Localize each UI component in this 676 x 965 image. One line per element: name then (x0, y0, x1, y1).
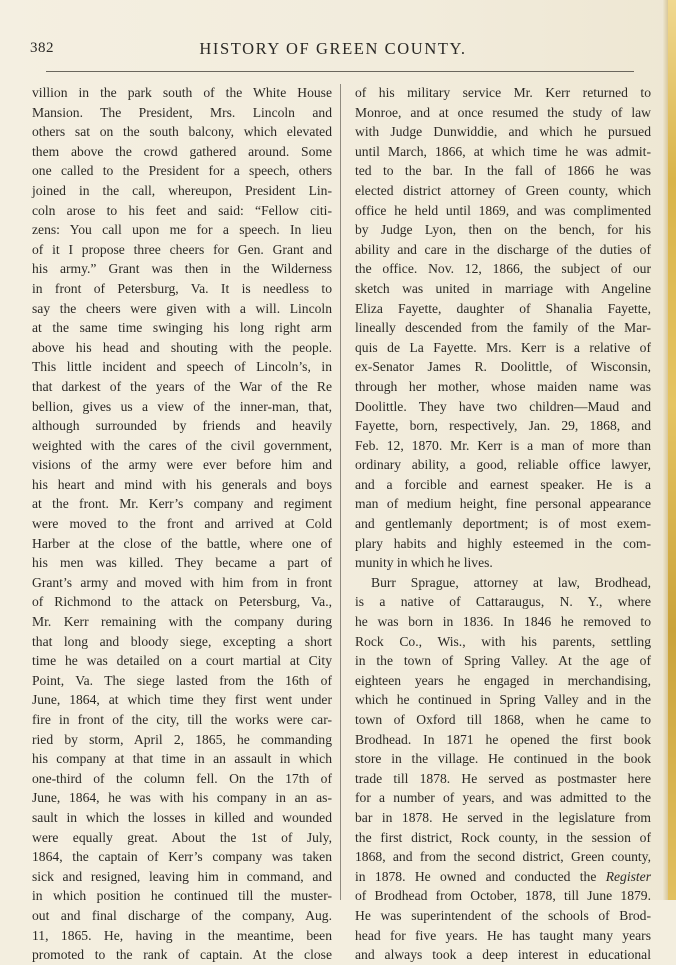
text-line: at the front. Mr. Kerr’s company and regiment (32, 496, 332, 512)
text-line: one called to the President for a speech, others (32, 163, 332, 179)
text-line: plary habits and highly esteemed in the com- (355, 535, 651, 551)
text-line: Burr Sprague, attorney at law, Brodhead, (371, 574, 651, 590)
text-line: were equally great. About the 1st of July, (32, 829, 332, 845)
text-line: Grant’s army and moved with him from in front (32, 574, 332, 590)
text-line: were moved to the front and arrived at Cold (32, 516, 332, 532)
text-line: and always took a deep interest in educational (355, 947, 651, 963)
text-line: ex-Senator James R. Doolittle, of Wisconsin, (355, 359, 651, 375)
text-line: of his military service Mr. Kerr returned to (355, 85, 651, 100)
page-header (30, 40, 636, 62)
text-line: coln arose to his feet and said: “Fellow citi- (32, 202, 332, 218)
text-line: of Brodhead from October, 1878, till June 1879. (355, 888, 651, 904)
text-line: villion in the park south of the White House (32, 85, 332, 100)
text-line: Mansion. The President, Mrs. Lincoln and (32, 104, 332, 120)
text-line: head for five years. He has taught many years (355, 927, 651, 943)
text-line: in 1878. He owned and conducted the Register (355, 868, 651, 884)
newspaper-title: Register (605, 868, 651, 884)
text-line: eighteen years he engaged in merchandising, (355, 672, 651, 688)
text-line: for a number of years, and was admitted to the (355, 790, 651, 806)
text-line: by Judge Lyon, then on the bench, for his (355, 222, 651, 238)
text-line: sketch was united in marriage with Angeline (355, 280, 651, 296)
text-line: he was born in 1836. In 1846 he removed to (355, 614, 651, 630)
text-line: He was superintendent of the schools of Brod- (355, 907, 651, 923)
text-line: Rock Co., Wis., with his parents, settling (355, 633, 651, 649)
text-line: ried by storm, April 2, 1865, he commanding (32, 731, 332, 747)
text-line: Monroe, and at once resumed the study of law (355, 104, 651, 120)
text-line: munity in which he lives. (355, 555, 493, 571)
text-line: sick and resigned, leaving him in command, and (32, 868, 332, 884)
text-line: town of Oxford till 1868, when he came to (355, 712, 651, 727)
text-line: sault in which the losses in killed and wounded (32, 809, 332, 825)
text-line: through her mother, whose maiden name was (355, 378, 651, 394)
text-line: and gentlemanly deportment; is of most exem- (355, 516, 651, 532)
text-line: although surrounded by friends and heavily (32, 418, 332, 434)
text-line: joined in the call, whereupon, President Lin- (32, 182, 332, 198)
text-line: that darkest of the years of the War of the Re (32, 378, 332, 394)
text-line: Fayette, born, respectively, Jan. 29, 1868, and (355, 418, 651, 434)
text-line: ted to the bar. In the fall of 1866 he was (355, 163, 651, 179)
text-line: Mr. Kerr remaining with the company during (32, 614, 332, 630)
text-line: one-third of the column fell. On the 17th of (32, 770, 332, 786)
text-line: June, 1864, he was with his company in an as- (32, 790, 332, 806)
text-line: bellion, gives us a view of the inner-man, that, (32, 398, 332, 414)
text-line: his company at that time in an assault in which (32, 751, 332, 767)
header-rule (46, 71, 634, 72)
text-line: is a native of Cattaraugus, N. Y., where (355, 594, 651, 610)
text-line: ability and care in the discharge of the duties of (355, 241, 651, 257)
text-line: others sat on the south balcony, which elevated (32, 124, 332, 140)
text-line: Harber at the close of the battle, where one of (32, 535, 332, 551)
text-line: with Judge Dunwiddie, and which he pursued (355, 124, 651, 140)
text-line: trade till 1878. He served as postmaster here (355, 770, 651, 786)
text-line: them above the crowd gathered around. Some (32, 143, 332, 159)
text-line: ordinary ability, a good, reliable office lawyer, (355, 457, 651, 473)
text-line: of it I propose three cheers for Gen. Grant and (32, 241, 332, 257)
text-line: 11, 1865. He, having in the meantime, been (32, 927, 332, 943)
text-line: 1868, and from the second district, Green county, (355, 849, 651, 865)
text-line: in the town of Spring Valley. At the age of (355, 653, 651, 669)
text-line: until March, 1866, at which time he was admit- (355, 143, 651, 159)
text-line: that long and bloody siege, excepting a short (32, 633, 332, 649)
page-number: 382 (30, 40, 54, 56)
text-line: 1864, the captain of Kerr’s company was taken (32, 849, 332, 865)
text-line: at the same time swinging his long right arm (32, 320, 332, 336)
text-line: man of medium height, fine personal appearance (355, 496, 651, 512)
left-column (32, 83, 332, 965)
right-column (355, 83, 651, 965)
text-line: June, 1864, at which time they first went under (32, 692, 332, 708)
text-line: Brodhead. In 1871 he opened the first book (355, 731, 651, 747)
text-line: and a forcible and earnest speaker. He is a (355, 476, 651, 492)
text-line: in which position he continued till the muster- (32, 888, 332, 904)
running-title: HISTORY OF GREEN COUNTY. (199, 39, 467, 58)
text-line: time he was detailed on a court martial at City (32, 653, 332, 669)
text-line: in front of Petersburg, Va. It is needless to (32, 280, 332, 296)
text-line: out and final discharge of the company, Aug. (32, 907, 332, 923)
text-line: Feb. 12, 1870. Mr. Kerr is a man of more than (355, 437, 651, 453)
text-line: fire in front of the city, till the works were car- (32, 712, 332, 727)
text-line: quis de La Fayette. Mrs. Kerr is a relative of (355, 339, 651, 355)
text-line: weighted with the cares of the civil government, (32, 437, 332, 453)
text-line: his men was killed. They became a part of (32, 555, 332, 571)
text-line: Point, Va. The siege lasted from the 16th of (32, 672, 332, 688)
gilded-page-edge (668, 0, 676, 900)
text-line: promoted to the rank of captain. At the close (32, 947, 332, 963)
text-line: of Richmond to the attack on Petersburg, Va., (32, 594, 332, 610)
text-line: the office. Nov. 12, 1866, the subject of our (355, 261, 651, 277)
text-line: lineally descended from the family of the Mar- (355, 320, 651, 336)
text-line: This little incident and speech of Lincoln’s, in (32, 359, 332, 375)
text-line: store in the village. He continued in the book (355, 751, 651, 767)
text-line: which he continued in Spring Valley and in the (355, 692, 651, 708)
text-line: above his head and shouting with the people. (32, 339, 332, 355)
text-line: Doolittle. They have two children—Maud and (355, 398, 651, 414)
text-line: Eliza Fayette, daughter of Shanalia Fayette, (355, 300, 651, 316)
text-line: his heart and mind with his generals and boys (32, 476, 332, 492)
text-line: say the cheers were given with a will. Lincoln (32, 300, 332, 316)
text-line: his army.” Grant was then in the Wilderness (32, 261, 332, 277)
text-line: elected district attorney of Green county, which (355, 182, 651, 198)
text-line: visions of the army were ever before him and (32, 457, 332, 473)
text-line: office he held until 1869, and was complimented (355, 202, 651, 218)
text-line: bar in 1878. He served in the legislature from (355, 809, 651, 825)
text-line: zens: You call upon me for a speech. In lieu (32, 222, 332, 238)
text-line: the first district, Rock county, in the session of (355, 829, 651, 845)
column-divider (340, 84, 341, 900)
